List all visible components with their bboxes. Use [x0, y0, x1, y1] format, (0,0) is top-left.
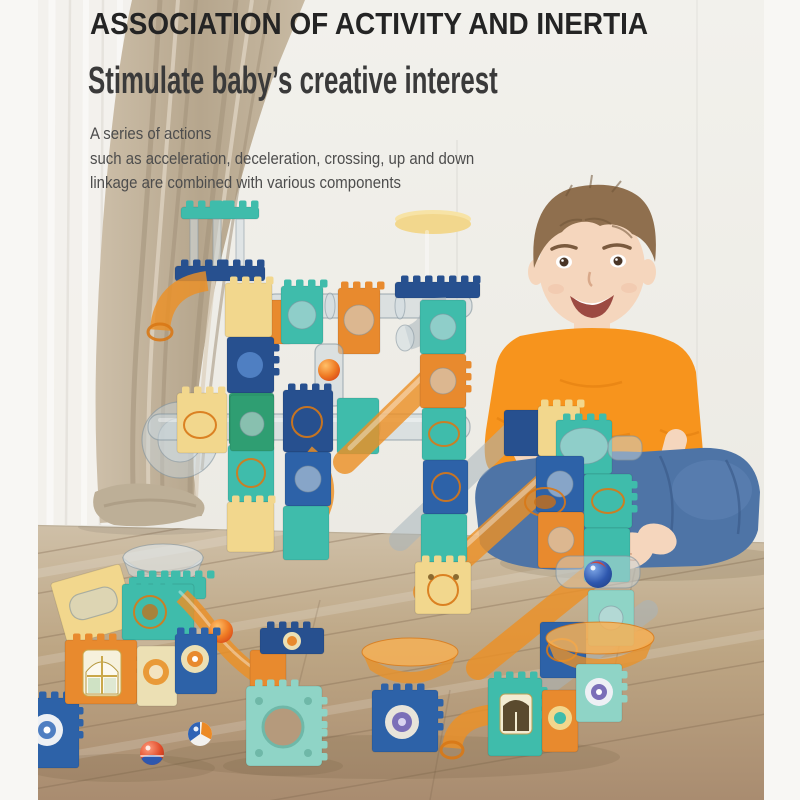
- photo-margin-left: [0, 0, 38, 800]
- product-description: [90, 122, 474, 196]
- plate-with-funnel: [338, 282, 385, 355]
- cube-with-gear: [137, 646, 177, 706]
- cube-with-roundel: [542, 690, 578, 752]
- plate-with-roundel: [576, 664, 628, 722]
- face-plate: [415, 556, 471, 615]
- pillar: [213, 219, 221, 266]
- gear-plate: [246, 680, 328, 767]
- plate-with-funnel: [584, 474, 638, 528]
- marble-blue-red: [584, 560, 612, 588]
- plate: [227, 496, 276, 553]
- photo-margin-right: [764, 0, 800, 800]
- cube-with-window: [488, 672, 548, 757]
- plate: [285, 452, 331, 506]
- description-line-1: A series of actions: [90, 124, 212, 143]
- plate-with-funnel: [423, 460, 468, 514]
- plate: [283, 506, 329, 560]
- plate-with-funnel: [283, 384, 333, 453]
- plate: [420, 354, 472, 408]
- cube-with-window: [65, 634, 142, 705]
- plate: [225, 277, 274, 338]
- plate-with-funnel: [422, 408, 466, 460]
- plate: [504, 410, 542, 456]
- gear-plate: [227, 337, 280, 393]
- slab: [395, 276, 481, 299]
- marble-orange: [318, 359, 340, 381]
- plate-with-funnel: [228, 445, 274, 502]
- plate: [230, 395, 274, 451]
- plate-with-funnel: [281, 280, 328, 345]
- description-line-2: such as acceleration, deceleration, crossing, up and down: [90, 148, 475, 168]
- page-subtitle: Stimulate baby’s creative interest: [88, 60, 498, 102]
- plate: [421, 514, 467, 562]
- plate: [420, 300, 466, 354]
- pillar: [236, 219, 244, 266]
- page-title: ASSOCIATION OF ACTIVITY AND INERTIA: [90, 6, 649, 41]
- pillar: [190, 219, 198, 266]
- plate-with-funnel: [177, 387, 227, 454]
- cube-with-gauge: [175, 628, 221, 695]
- cube-with-roundel: [372, 684, 444, 753]
- description-line-3: linkage are combined with various components: [90, 173, 402, 192]
